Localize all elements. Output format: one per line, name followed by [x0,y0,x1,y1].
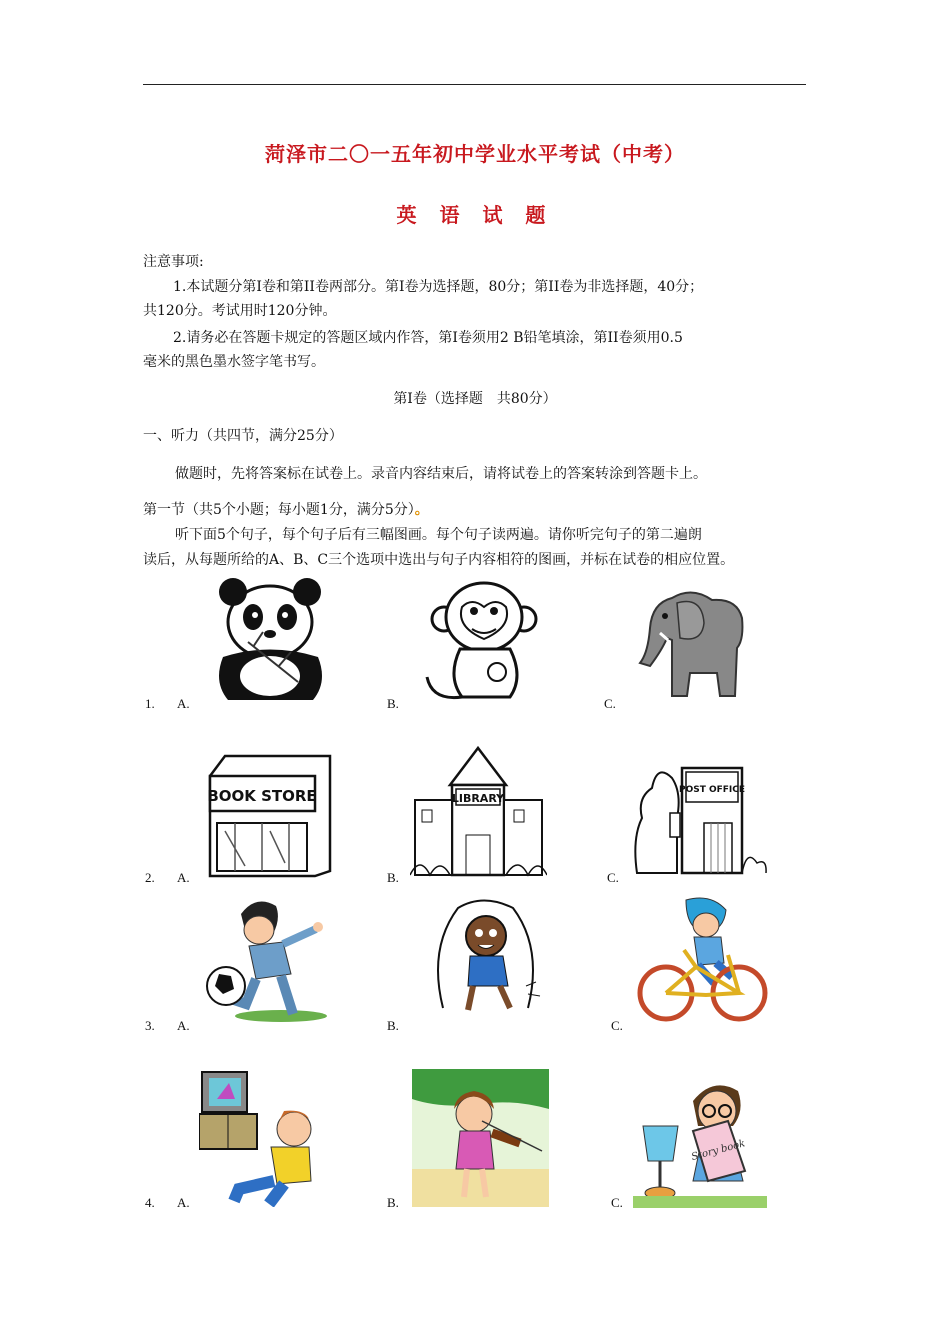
post-office-sign-text: POST OFFICE [678,785,746,795]
section-heading: 一、听力（共四节，满分25分） [143,428,343,444]
boy-skipping-rope-picture[interactable] [428,898,546,1023]
subsection-heading-text: 第一节（共5个小题；每小题1分，满分5分） [143,502,415,518]
panda-picture[interactable] [203,572,338,702]
library-sign-text: LIBRARY [451,792,505,805]
directions-line-2: 读后，从每题所给的A、B、C三个选项中选出与句子内容相符的图画，并标在试卷的相应位置。 [143,552,735,568]
q3-option-b[interactable]: B. [387,1018,399,1033]
q3-option-a[interactable]: A. [177,1018,190,1033]
q2-option-c[interactable]: C. [607,870,619,885]
note-2-line-2: 毫米的黑色墨水签字笔书写。 [143,354,325,370]
q2-option-b[interactable]: B. [387,870,399,885]
top-rule [143,84,806,85]
monkey-picture[interactable] [422,577,547,705]
part1-heading: 第Ⅰ卷（选择题 共80分） [393,391,557,407]
boy-reading-storybook-picture[interactable] [633,1071,767,1208]
q4-option-b[interactable]: B. [387,1195,399,1210]
note-1-line-1: 1.本试题分第Ⅰ卷和第II卷两部分。第Ⅰ卷为选择题，80分；第II卷为非选择题，40分； [173,279,704,295]
exam-title: 菏泽市二〇一五年初中学业水平考试（中考） [265,142,685,166]
q3-number: 3. [145,1018,155,1033]
q1-option-c[interactable]: C. [604,696,616,711]
q1-option-a[interactable]: A. [177,696,190,711]
note-1-line-2: 共120分。考试用时120分钟。 [143,303,337,319]
boy-kicking-football-picture[interactable] [201,894,329,1024]
q4-option-c[interactable]: C. [611,1195,623,1210]
girl-playing-violin-picture[interactable] [412,1069,549,1207]
library-picture[interactable] [410,745,547,880]
book-store-picture[interactable] [205,751,335,879]
boy-riding-bike-picture[interactable] [636,895,769,1025]
notes-heading: 注意事项: [143,254,204,270]
q1-option-b[interactable]: B. [387,696,399,711]
instruction: 做题时，先将答案标在试卷上。录音内容结束后，请将试卷上的答案转涂到答题卡上。 [175,466,707,482]
q4-option-a[interactable]: A. [177,1195,190,1210]
boy-watching-tv-picture[interactable] [199,1069,327,1207]
q4-number: 4. [145,1195,155,1210]
q2-number: 2. [145,870,155,885]
exam-subtitle: 英 语 试 题 [396,203,554,227]
q3-option-c[interactable]: C. [611,1018,623,1033]
book-store-sign-text: BOOK STORE [207,787,317,805]
post-office-picture[interactable] [632,758,769,878]
note-2-line-1: 2.请务必在答题卡规定的答题区域内作答，第Ⅰ卷须用2 B铅笔填涂，第II卷须用0.5 [173,330,683,346]
subsection-mark: 。 [414,502,429,518]
q1-number: 1. [145,696,155,711]
directions-line-1: 听下面5个句子，每个句子后有三幅图画。每个句子读两遍。请你听完句子的第二遍朗 [175,527,702,543]
q2-option-a[interactable]: A. [177,870,190,885]
elephant-picture[interactable] [632,578,762,706]
subsection-heading [143,498,429,522]
storybook-cover-text: Story book [690,1138,747,1164]
